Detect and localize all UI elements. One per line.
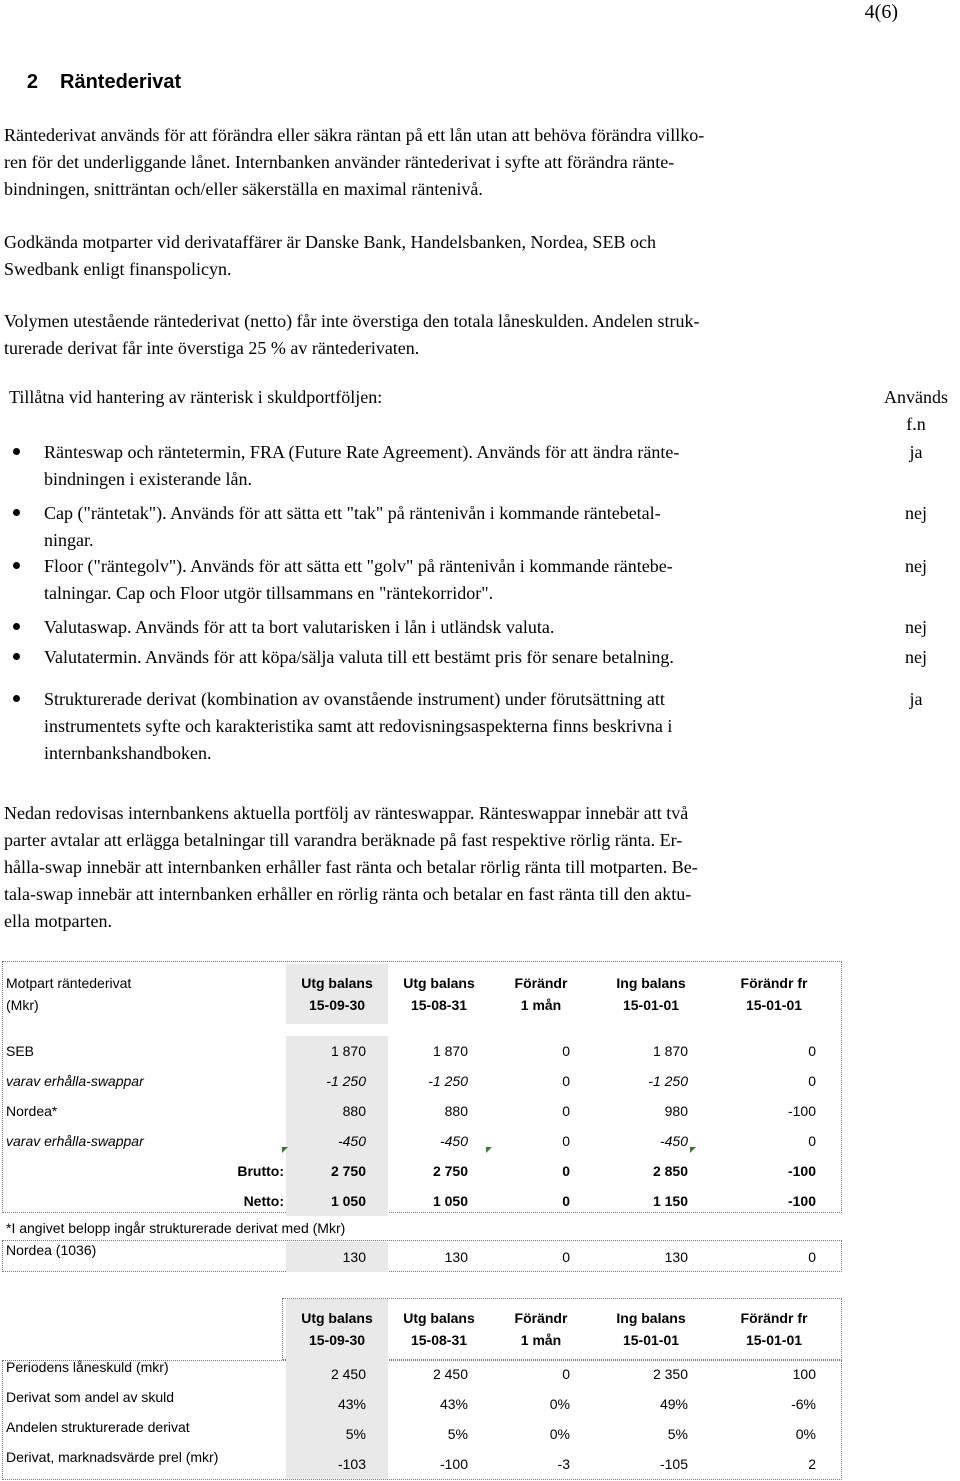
paragraph-counterparties <box>4 229 924 283</box>
cell: 1 870 <box>432 1043 468 1059</box>
header-line: (Mkr) <box>6 997 39 1013</box>
column-header <box>286 1299 388 1359</box>
cell-marker-icon <box>690 1147 696 1153</box>
row-label: SEB <box>6 1043 35 1059</box>
section-heading <box>4 71 181 94</box>
row-label: varav erhålla-swappar <box>6 1073 144 1089</box>
allowed-list-header: Tillåtna vid hantering av ränterisk i skuldportföljen: <box>9 387 383 407</box>
cell: -1 250 <box>286 1066 388 1096</box>
column-header <box>490 964 592 1024</box>
header-line: 15-08-31 <box>410 1332 468 1348</box>
cell: 0 <box>562 1366 570 1382</box>
cell: 2 450 <box>432 1366 468 1382</box>
cell: 1 150 <box>652 1193 688 1209</box>
bullet-icon <box>13 695 23 705</box>
column-header <box>388 1299 490 1359</box>
column-header <box>710 1299 838 1359</box>
row-label: Derivat som andel av skuld <box>6 1389 175 1405</box>
cell: 880 <box>444 1103 468 1119</box>
spacer <box>4 1024 838 1036</box>
cell: -100 <box>439 1456 468 1472</box>
cell: 0 <box>562 1163 570 1179</box>
paragraph-swaps <box>4 800 924 935</box>
header-line: Utg balans <box>301 975 373 991</box>
bullet-icon <box>13 653 23 663</box>
bullet-icon <box>13 509 23 519</box>
table-label-header <box>4 964 286 1024</box>
cell: -1 250 <box>428 1073 468 1089</box>
cell: 1 870 <box>652 1043 688 1059</box>
used-header-line: Används <box>884 387 948 407</box>
paragraph-line: Räntederivat används för att förändra eller säkra räntan på ett lån utan att behöva förändra villko- <box>4 125 705 145</box>
item-line: talningar. Cap och Floor utgör tillsammans en "räntekorridor". <box>44 583 494 603</box>
cell: 43% <box>286 1389 388 1419</box>
section-title: Räntederivat <box>60 71 182 93</box>
cell: 0 <box>808 1249 816 1265</box>
column-header <box>592 964 710 1024</box>
cell-marker-icon <box>486 1147 492 1153</box>
column-header <box>388 964 490 1024</box>
row-label: varav erhålla-swappar <box>6 1133 144 1149</box>
header-line: 15-01-01 <box>622 1332 680 1348</box>
cell: 2 750 <box>432 1163 468 1179</box>
paragraph-volume <box>4 308 924 362</box>
allowed-item <box>44 553 864 607</box>
header-line: 1 mån <box>520 1332 562 1348</box>
cell: 5% <box>286 1419 388 1449</box>
allowed-item <box>44 644 864 671</box>
cell: 1 870 <box>286 1036 388 1066</box>
cell: 1 050 <box>286 1186 388 1216</box>
allowed-item <box>44 500 864 554</box>
item-line: ningar. <box>44 530 94 550</box>
cell: 49% <box>659 1396 688 1412</box>
cell: -1 250 <box>648 1073 688 1089</box>
cell: -100 <box>787 1193 816 1209</box>
paragraph-line: hålla-swap innebär att internbanken erhåller fast ränta och betalar rörlig ränta till motparten. Be- <box>4 857 698 877</box>
table-header-row <box>4 1299 838 1359</box>
cell: -3 <box>557 1456 570 1472</box>
cell: 0 <box>562 1043 570 1059</box>
cell: 2 <box>808 1456 816 1472</box>
header-line: 15-01-01 <box>745 997 803 1013</box>
totals-row <box>4 1156 838 1186</box>
cell: 0 <box>562 1073 570 1089</box>
cell: 1 050 <box>432 1193 468 1209</box>
cell: 100 <box>792 1366 816 1382</box>
bullet-icon <box>13 448 23 458</box>
used-value: nej <box>905 556 927 576</box>
cell: 2 450 <box>286 1359 388 1389</box>
header-line: Utg balans <box>403 1310 475 1326</box>
header-line: 15-08-31 <box>410 997 468 1013</box>
allowed-item <box>44 614 864 641</box>
header-line: Förändr fr <box>740 1310 808 1326</box>
paragraph-line: Swedbank enligt finanspolicyn. <box>4 259 232 279</box>
cell: 5% <box>447 1426 468 1442</box>
used-value: nej <box>905 617 927 637</box>
table-row <box>4 1359 838 1389</box>
cell: 980 <box>664 1103 688 1119</box>
cell: 0 <box>808 1043 816 1059</box>
table-row <box>4 1036 838 1066</box>
table-row <box>4 1126 838 1156</box>
row-label: Andelen strukturerade derivat <box>6 1419 190 1435</box>
cell: 880 <box>286 1096 388 1126</box>
allowed-item <box>44 686 864 767</box>
column-header <box>490 1299 592 1359</box>
footnote-table <box>4 1242 838 1272</box>
table-row <box>4 1419 838 1449</box>
cell: 0 <box>562 1193 570 1209</box>
table-header-row <box>4 964 838 1024</box>
cell: 0 <box>808 1133 816 1149</box>
cell: -103 <box>286 1449 388 1479</box>
header-line: Förändr fr <box>740 975 808 991</box>
item-line: Valutatermin. Används för att köpa/sälja valuta till ett bestämt pris för senare betalning. <box>44 647 674 667</box>
used-column-header <box>872 384 960 438</box>
header-line: Motpart räntederivat <box>6 975 132 991</box>
total-label: Netto: <box>243 1193 284 1209</box>
cell: -450 <box>286 1126 388 1156</box>
paragraph-line: tala-swap innebär att internbanken erhåller en rörlig ränta och betalar en fast ränta till den aktu- <box>4 884 692 904</box>
used-value: nej <box>905 503 927 523</box>
item-line: Strukturerade derivat (kombination av ovanstående instrument) under förutsättning att <box>44 689 665 709</box>
header-line: 15-01-01 <box>745 1332 803 1348</box>
header-line: 15-09-30 <box>308 997 366 1013</box>
cell: -450 <box>659 1133 688 1149</box>
paragraph-line: parter avtalar att erlägga betalningar till varandra beräknade på fast respektive rörlig ränta. Er- <box>4 830 683 850</box>
cell: 0% <box>549 1426 570 1442</box>
paragraph-line: Godkända motparter vid derivataffärer är Danske Bank, Handelsbanken, Nordea, SEB och <box>4 232 656 252</box>
cell: 130 <box>286 1242 388 1272</box>
column-header <box>286 964 388 1024</box>
section-number: 2 <box>26 71 38 93</box>
total-label: Brutto: <box>237 1163 284 1179</box>
item-line: bindningen i existerande lån. <box>44 469 252 489</box>
debt-share-table <box>4 1299 838 1479</box>
paragraph-line: Volymen utestående räntederivat (netto) får inte överstiga den totala låneskulden. Andelen struk- <box>4 311 700 331</box>
cell: 0 <box>808 1073 816 1089</box>
page-number: 4(6) <box>864 1 898 23</box>
paragraph-line: bindningen, snitträntan och/eller säkerställa en maximal räntenivå. <box>4 179 483 199</box>
cell: 2 750 <box>286 1156 388 1186</box>
paragraph-line: ren för det underliggande lånet. Internbanken använder räntederivat i syfte att förändra ränte- <box>4 152 675 172</box>
header-line: 15-01-01 <box>622 997 680 1013</box>
cell: -100 <box>787 1103 816 1119</box>
cell: 2 850 <box>652 1163 688 1179</box>
table-row <box>4 1096 838 1126</box>
cell: -100 <box>787 1163 816 1179</box>
header-line: Ing balans <box>616 975 686 991</box>
header-line: 15-09-30 <box>308 1332 366 1348</box>
header-line: Utg balans <box>301 1310 373 1326</box>
cell: 0 <box>562 1249 570 1265</box>
cell-marker-icon <box>282 1147 288 1153</box>
used-value: nej <box>905 647 927 667</box>
used-value: ja <box>909 442 923 462</box>
column-header <box>710 964 838 1024</box>
row-label: Derivat, marknadsvärde prel (mkr) <box>6 1449 219 1465</box>
header-line: Förändr <box>514 1310 568 1326</box>
item-line: Floor ("räntegolv"). Används för att sätta ett "golv" på räntenivån i kommande räntebe- <box>44 556 673 576</box>
row-label: Periodens låneskuld (mkr) <box>6 1359 169 1375</box>
cell: 43% <box>439 1396 468 1412</box>
cell: 0 <box>562 1133 570 1149</box>
paragraph-line: ella motparten. <box>4 911 112 931</box>
item-line: Ränteswap och räntetermin, FRA (Future Rate Agreement). Används för att ändra ränte- <box>44 442 680 462</box>
table-row <box>4 1389 838 1419</box>
paragraph-intro <box>4 122 924 203</box>
cell: -105 <box>659 1456 688 1472</box>
cell: 2 350 <box>652 1366 688 1382</box>
cell: -450 <box>439 1133 468 1149</box>
cell: 5% <box>667 1426 688 1442</box>
paragraph-line: Nedan redovisas internbankens aktuella portfölj av ränteswappar. Ränteswappar innebär att två <box>4 803 689 823</box>
row-label: Nordea (1036) <box>6 1242 97 1258</box>
item-line: Valutaswap. Används för att ta bort valutarisken i lån i utländsk valuta. <box>44 617 555 637</box>
table-row <box>4 1066 838 1096</box>
used-header-line: f.n <box>906 414 926 434</box>
item-line: internbankshandboken. <box>44 743 212 763</box>
paragraph-line: turerade derivat får inte överstiga 25 % av räntederivaten. <box>4 338 420 358</box>
column-header <box>592 1299 710 1359</box>
totals-row <box>4 1186 838 1216</box>
used-value: ja <box>909 689 923 709</box>
cell: 0% <box>795 1426 816 1442</box>
header-line: Utg balans <box>403 975 475 991</box>
item-line: instrumentets syfte och karakteristika samt att redovisningsaspekterna finns beskrivna i <box>44 716 673 736</box>
header-line: Ing balans <box>616 1310 686 1326</box>
cell: 0% <box>549 1396 570 1412</box>
cell: 130 <box>444 1249 468 1265</box>
cell: -6% <box>791 1396 816 1412</box>
bullet-icon <box>13 623 23 633</box>
cell: 0 <box>562 1103 570 1119</box>
table-row <box>4 1242 838 1272</box>
table-footnote: *I angivet belopp ingår strukturerade derivat med (Mkr) <box>6 1220 346 1236</box>
allowed-item <box>44 439 864 493</box>
item-line: Cap ("räntetak"). Används för att sätta ett "tak" på räntenivån i kommande räntebetal- <box>44 503 661 523</box>
counterparty-table <box>4 964 838 1216</box>
row-label: Nordea* <box>6 1103 58 1119</box>
table-row <box>4 1449 838 1479</box>
header-line: Förändr <box>514 975 568 991</box>
cell: 130 <box>664 1249 688 1265</box>
header-line: 1 mån <box>520 997 562 1013</box>
bullet-icon <box>13 562 23 572</box>
empty-header <box>4 1299 286 1359</box>
